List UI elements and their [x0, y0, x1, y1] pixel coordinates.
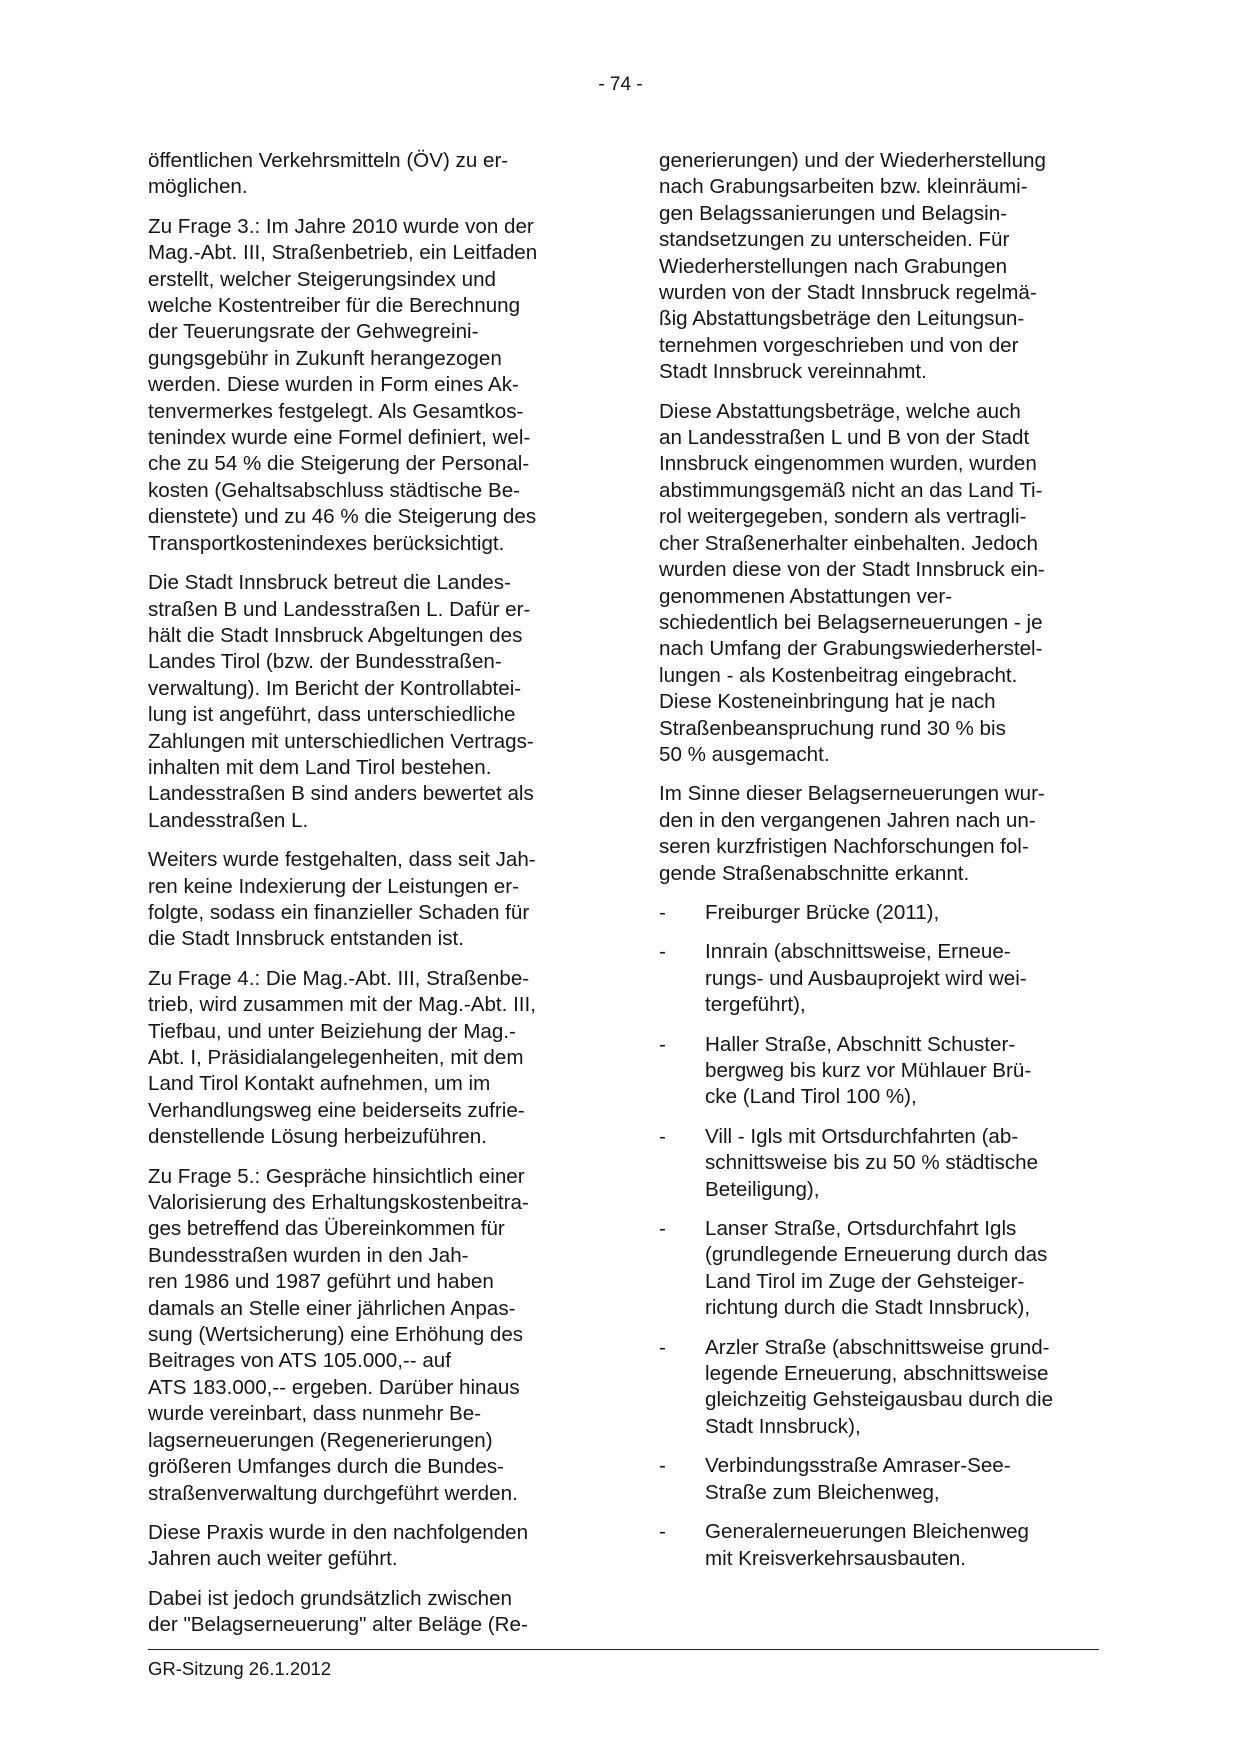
- text-line: gleichzeitig Gehsteigausbau durch die: [705, 1388, 1054, 1412]
- text-line: Land Tirol im Zuge der Gehsteiger-: [705, 1269, 1025, 1293]
- text-line: che zu 54 % die Steigerung der Personal-: [148, 452, 530, 476]
- text-line: Im Sinne dieser Belagserneuerungen wur-: [659, 782, 1045, 806]
- text-line: Stadt Innsbruck),: [705, 1414, 861, 1438]
- list-dash: -: [659, 1032, 666, 1056]
- text-line: ßig Abstattungsbeträge den Leitungsun-: [659, 307, 1025, 331]
- text-line: der "Belagserneuerung" alter Beläge (Re-: [148, 1613, 528, 1637]
- text-line: Jahren auch weiter geführt.: [148, 1547, 398, 1571]
- right-column: [659, 148, 1099, 1585]
- text-line: Diese Praxis wurde in den nachfolgenden: [148, 1520, 529, 1544]
- text-line: Zu Frage 5.: Gespräche hinsichtlich einer: [148, 1164, 525, 1188]
- text-line: Haller Straße, Abschnitt Schuster-: [705, 1032, 1016, 1056]
- text-line: wurde vereinbart, dass nunmehr Be-: [148, 1402, 482, 1426]
- list-dash: -: [659, 900, 666, 924]
- text-line: Beitrages von ATS 105.000,-- auf: [148, 1349, 451, 1373]
- list-item: [659, 1216, 1099, 1322]
- text-line: rol weitergegeben, sondern als vertragli-: [659, 505, 1027, 529]
- text-line: generierungen) und der Wiederherstellung: [659, 149, 1046, 172]
- paragraph: [148, 966, 585, 1151]
- text-line: Verhandlungsweg eine beiderseits zufrie-: [148, 1098, 525, 1122]
- text-line: cke (Land Tirol 100 %),: [705, 1085, 917, 1109]
- text-line: Mag.-Abt. III, Straßenbetrieb, ein Leitfaden: [148, 241, 538, 265]
- text-line: Stadt Innsbruck vereinnahmt.: [659, 360, 927, 384]
- text-line: möglichen.: [148, 175, 248, 199]
- text-line: Wiederherstellungen nach Grabungen: [659, 254, 1008, 278]
- text-line: größeren Umfanges durch die Bundes-: [148, 1455, 505, 1479]
- list-dash: -: [659, 1217, 666, 1241]
- text-line: Zu Frage 4.: Die Mag.-Abt. III, Straßenbe-: [148, 966, 530, 990]
- text-line: straßenverwaltung durchgeführt werden.: [148, 1481, 518, 1505]
- text-line: Diese Abstattungsbeträge, welche auch: [659, 399, 1021, 423]
- text-line: Landes Tirol (bzw. der Bundesstraßen-: [148, 650, 502, 674]
- text-line: welche Kostentreiber für die Berechnung: [148, 294, 521, 318]
- text-line: Transportkostenindexes berücksichtigt.: [148, 531, 505, 555]
- text-line: ATS 183.000,-- ergeben. Darüber hinaus: [148, 1375, 520, 1399]
- text-line: ges betreffend das Übereinkommen für: [148, 1217, 505, 1241]
- text-line: Die Stadt Innsbruck betreut die Landes-: [148, 571, 511, 595]
- text-line: Verbindungsstraße Amraser-See-: [705, 1454, 1011, 1478]
- text-line: Innrain (abschnittsweise, Erneue-: [705, 940, 1011, 964]
- list-dash: -: [659, 1520, 666, 1544]
- list-item: [659, 900, 1099, 926]
- text-line: wurden von der Stadt Innsbruck regelmä-: [659, 281, 1037, 305]
- paragraph: [148, 214, 585, 557]
- list-dash: -: [659, 940, 666, 964]
- text-line: folgte, sodass ein finanzieller Schaden für: [148, 900, 530, 924]
- text-line: Zu Frage 3.: Im Jahre 2010 wurde von der: [148, 214, 534, 238]
- text-line: Straße zum Bleichenweg,: [705, 1480, 940, 1504]
- text-line: ren 1986 und 1987 geführt und haben: [148, 1270, 494, 1294]
- text-line: wurden diese von der Stadt Innsbruck ein-: [659, 558, 1045, 582]
- text-line: mit Kreisverkehrsausbauten.: [705, 1546, 966, 1570]
- text-line: nach Grabungsarbeiten bzw. kleinräumi-: [659, 175, 1028, 199]
- text-line: Weiters wurde festgehalten, dass seit Jah-: [148, 848, 536, 872]
- text-line: verwaltung). Im Bericht der Kontrollabtei-: [148, 676, 522, 700]
- page-number: - 74 -: [598, 74, 643, 95]
- text-line: Bundesstraßen wurden in den Jah-: [148, 1243, 469, 1267]
- text-line: Zahlungen mit unterschiedlichen Vertrags-: [148, 729, 534, 753]
- list-item-text: [705, 1124, 1038, 1203]
- text-line: rungs- und Ausbauprojekt wird wei-: [705, 966, 1027, 990]
- text-line: Land Tirol Kontakt aufnehmen, um im: [148, 1072, 491, 1096]
- list-item-text: [705, 900, 939, 926]
- text-line: cher Straßenerhalter einbehalten. Jedoch: [659, 531, 1038, 555]
- text-line: 50 % ausgemacht.: [659, 742, 830, 766]
- paragraph: [148, 1164, 585, 1507]
- text-line: Vill - Igls mit Ortsdurchfahrten (ab-: [705, 1124, 1019, 1148]
- list-dash: -: [659, 1335, 666, 1359]
- text-line: gungsgebühr in Zukunft herangezogen: [148, 346, 502, 370]
- list-item-text: [705, 939, 1027, 1018]
- text-line: nach Umfang der Grabungswiederherstel-: [659, 637, 1043, 661]
- paragraph: [148, 1520, 585, 1573]
- text-line: gende Straßenabschnitte erkannt.: [659, 861, 970, 885]
- text-line: trieb, wird zusammen mit der Mag.-Abt. III,: [148, 993, 536, 1017]
- text-line: lung ist angeführt, dass unterschiedliche: [148, 703, 516, 727]
- footer-session-date: GR-Sitzung 26.1.2012: [148, 1658, 332, 1679]
- text-line: gen Belagssanierungen und Belagsin-: [659, 201, 1008, 225]
- paragraph: [148, 847, 585, 953]
- text-line: genommenen Abstattungen ver-: [659, 584, 953, 608]
- text-line: Diese Kosteneinbringung hat je nach: [659, 690, 996, 714]
- text-line: an Landesstraßen L und B von der Stadt: [659, 426, 1030, 450]
- text-line: Freiburger Brücke (2011),: [705, 900, 940, 924]
- text-line: kosten (Gehaltsabschluss städtische Be-: [148, 478, 521, 502]
- list-item-text: [705, 1335, 1053, 1441]
- paragraph: [659, 148, 1099, 386]
- text-line: straßen B und Landesstraßen L. Dafür er-: [148, 597, 531, 621]
- text-line: Innsbruck eingenommen wurden, wurden: [659, 452, 1037, 476]
- text-line: Lanser Straße, Ortsdurchfahrt Igls: [705, 1217, 1017, 1241]
- text-line: ternehmen vorgeschrieben und von der: [659, 333, 1019, 357]
- text-line: legende Erneuerung, abschnittsweise: [705, 1362, 1049, 1386]
- text-line: abstimmungsgemäß nicht an das Land Ti-: [659, 478, 1043, 502]
- text-line: schiedentlich bei Belagserneuerungen - je: [659, 610, 1043, 634]
- paragraph: [148, 570, 585, 834]
- text-line: Valorisierung des Erhaltungskostenbeitra-: [148, 1191, 529, 1215]
- paragraph: [659, 399, 1099, 769]
- text-line: (grundlegende Erneuerung durch das: [705, 1243, 1048, 1267]
- list-item-text: [705, 1032, 1031, 1111]
- text-line: denstellende Lösung herbeizuführen.: [148, 1125, 487, 1149]
- text-line: Arzler Straße (abschnittsweise grund-: [705, 1335, 1050, 1359]
- list-item-text: [705, 1453, 1011, 1506]
- text-line: bergweg bis kurz vor Mühlauer Brü-: [705, 1059, 1032, 1082]
- text-line: ren keine Indexierung der Leistungen er-: [148, 874, 519, 898]
- text-line: Abt. I, Präsidialangelegenheiten, mit dem: [148, 1046, 524, 1069]
- text-line: inhalten mit dem Land Tirol bestehen.: [148, 755, 492, 779]
- text-line: Straßenbeanspruchung rund 30 % bis: [659, 716, 1006, 740]
- paragraph: [659, 781, 1099, 887]
- footer-divider: [148, 1649, 1099, 1650]
- text-line: Landesstraßen L.: [148, 808, 309, 832]
- text-line: seren kurzfristigen Nachforschungen fol-: [659, 835, 1029, 859]
- text-line: Dabei ist jedoch grundsätzlich zwischen: [148, 1586, 513, 1610]
- text-line: tenvermerkes festgelegt. Als Gesamtkos-: [148, 399, 524, 423]
- list-item: [659, 1124, 1099, 1203]
- list-item-text: [705, 1519, 1029, 1572]
- text-line: tenindex wurde eine Formel definiert, wel-: [148, 426, 531, 450]
- text-line: Beteiligung),: [705, 1177, 820, 1201]
- right-paragraphs: [659, 148, 1099, 887]
- text-line: öffentlichen Verkehrsmitteln (ÖV) zu er-: [148, 149, 509, 172]
- text-line: die Stadt Innsbruck entstanden ist.: [148, 927, 464, 951]
- left-column: [148, 148, 585, 1652]
- text-line: hält die Stadt Innsbruck Abgeltungen des: [148, 623, 523, 647]
- text-line: werden. Diese wurden in Form eines Ak-: [148, 373, 519, 397]
- text-line: erstellt, welcher Steigerungsindex und: [148, 267, 497, 291]
- text-line: damals an Stelle einer jährlichen Anpas-: [148, 1296, 516, 1320]
- text-line: Tiefbau, und unter Beiziehung der Mag.-: [148, 1019, 516, 1043]
- road-section-list: [659, 900, 1099, 1572]
- list-item-text: [705, 1216, 1047, 1322]
- text-line: Landesstraßen B sind anders bewertet als: [148, 782, 534, 806]
- text-line: schnittsweise bis zu 50 % städtische: [705, 1151, 1039, 1175]
- text-line: den in den vergangenen Jahren nach un-: [659, 808, 1036, 832]
- list-item: [659, 1519, 1099, 1572]
- paragraph: [148, 1586, 585, 1639]
- text-line: lagserneuerungen (Regenerierungen): [148, 1428, 493, 1452]
- list-item: [659, 939, 1099, 1018]
- text-line: sung (Wertsicherung) eine Erhöhung des: [148, 1323, 524, 1347]
- text-line: standsetzungen zu unterscheiden. Für: [659, 228, 1010, 252]
- list-item: [659, 1453, 1099, 1506]
- text-line: lungen - als Kostenbeitrag eingebracht.: [659, 663, 1018, 687]
- text-line: dienstete) und zu 46 % die Steigerung des: [148, 505, 537, 529]
- text-line: Generalerneuerungen Bleichenweg: [705, 1520, 1030, 1544]
- text-line: tergeführt),: [705, 993, 806, 1017]
- list-dash: -: [659, 1454, 666, 1478]
- text-line: richtung durch die Stadt Innsbruck),: [705, 1296, 1031, 1320]
- list-item: [659, 1335, 1099, 1441]
- paragraph: [148, 148, 585, 201]
- list-item: [659, 1032, 1099, 1111]
- text-line: der Teuerungsrate der Gehwegreini-: [148, 320, 479, 344]
- list-dash: -: [659, 1124, 666, 1148]
